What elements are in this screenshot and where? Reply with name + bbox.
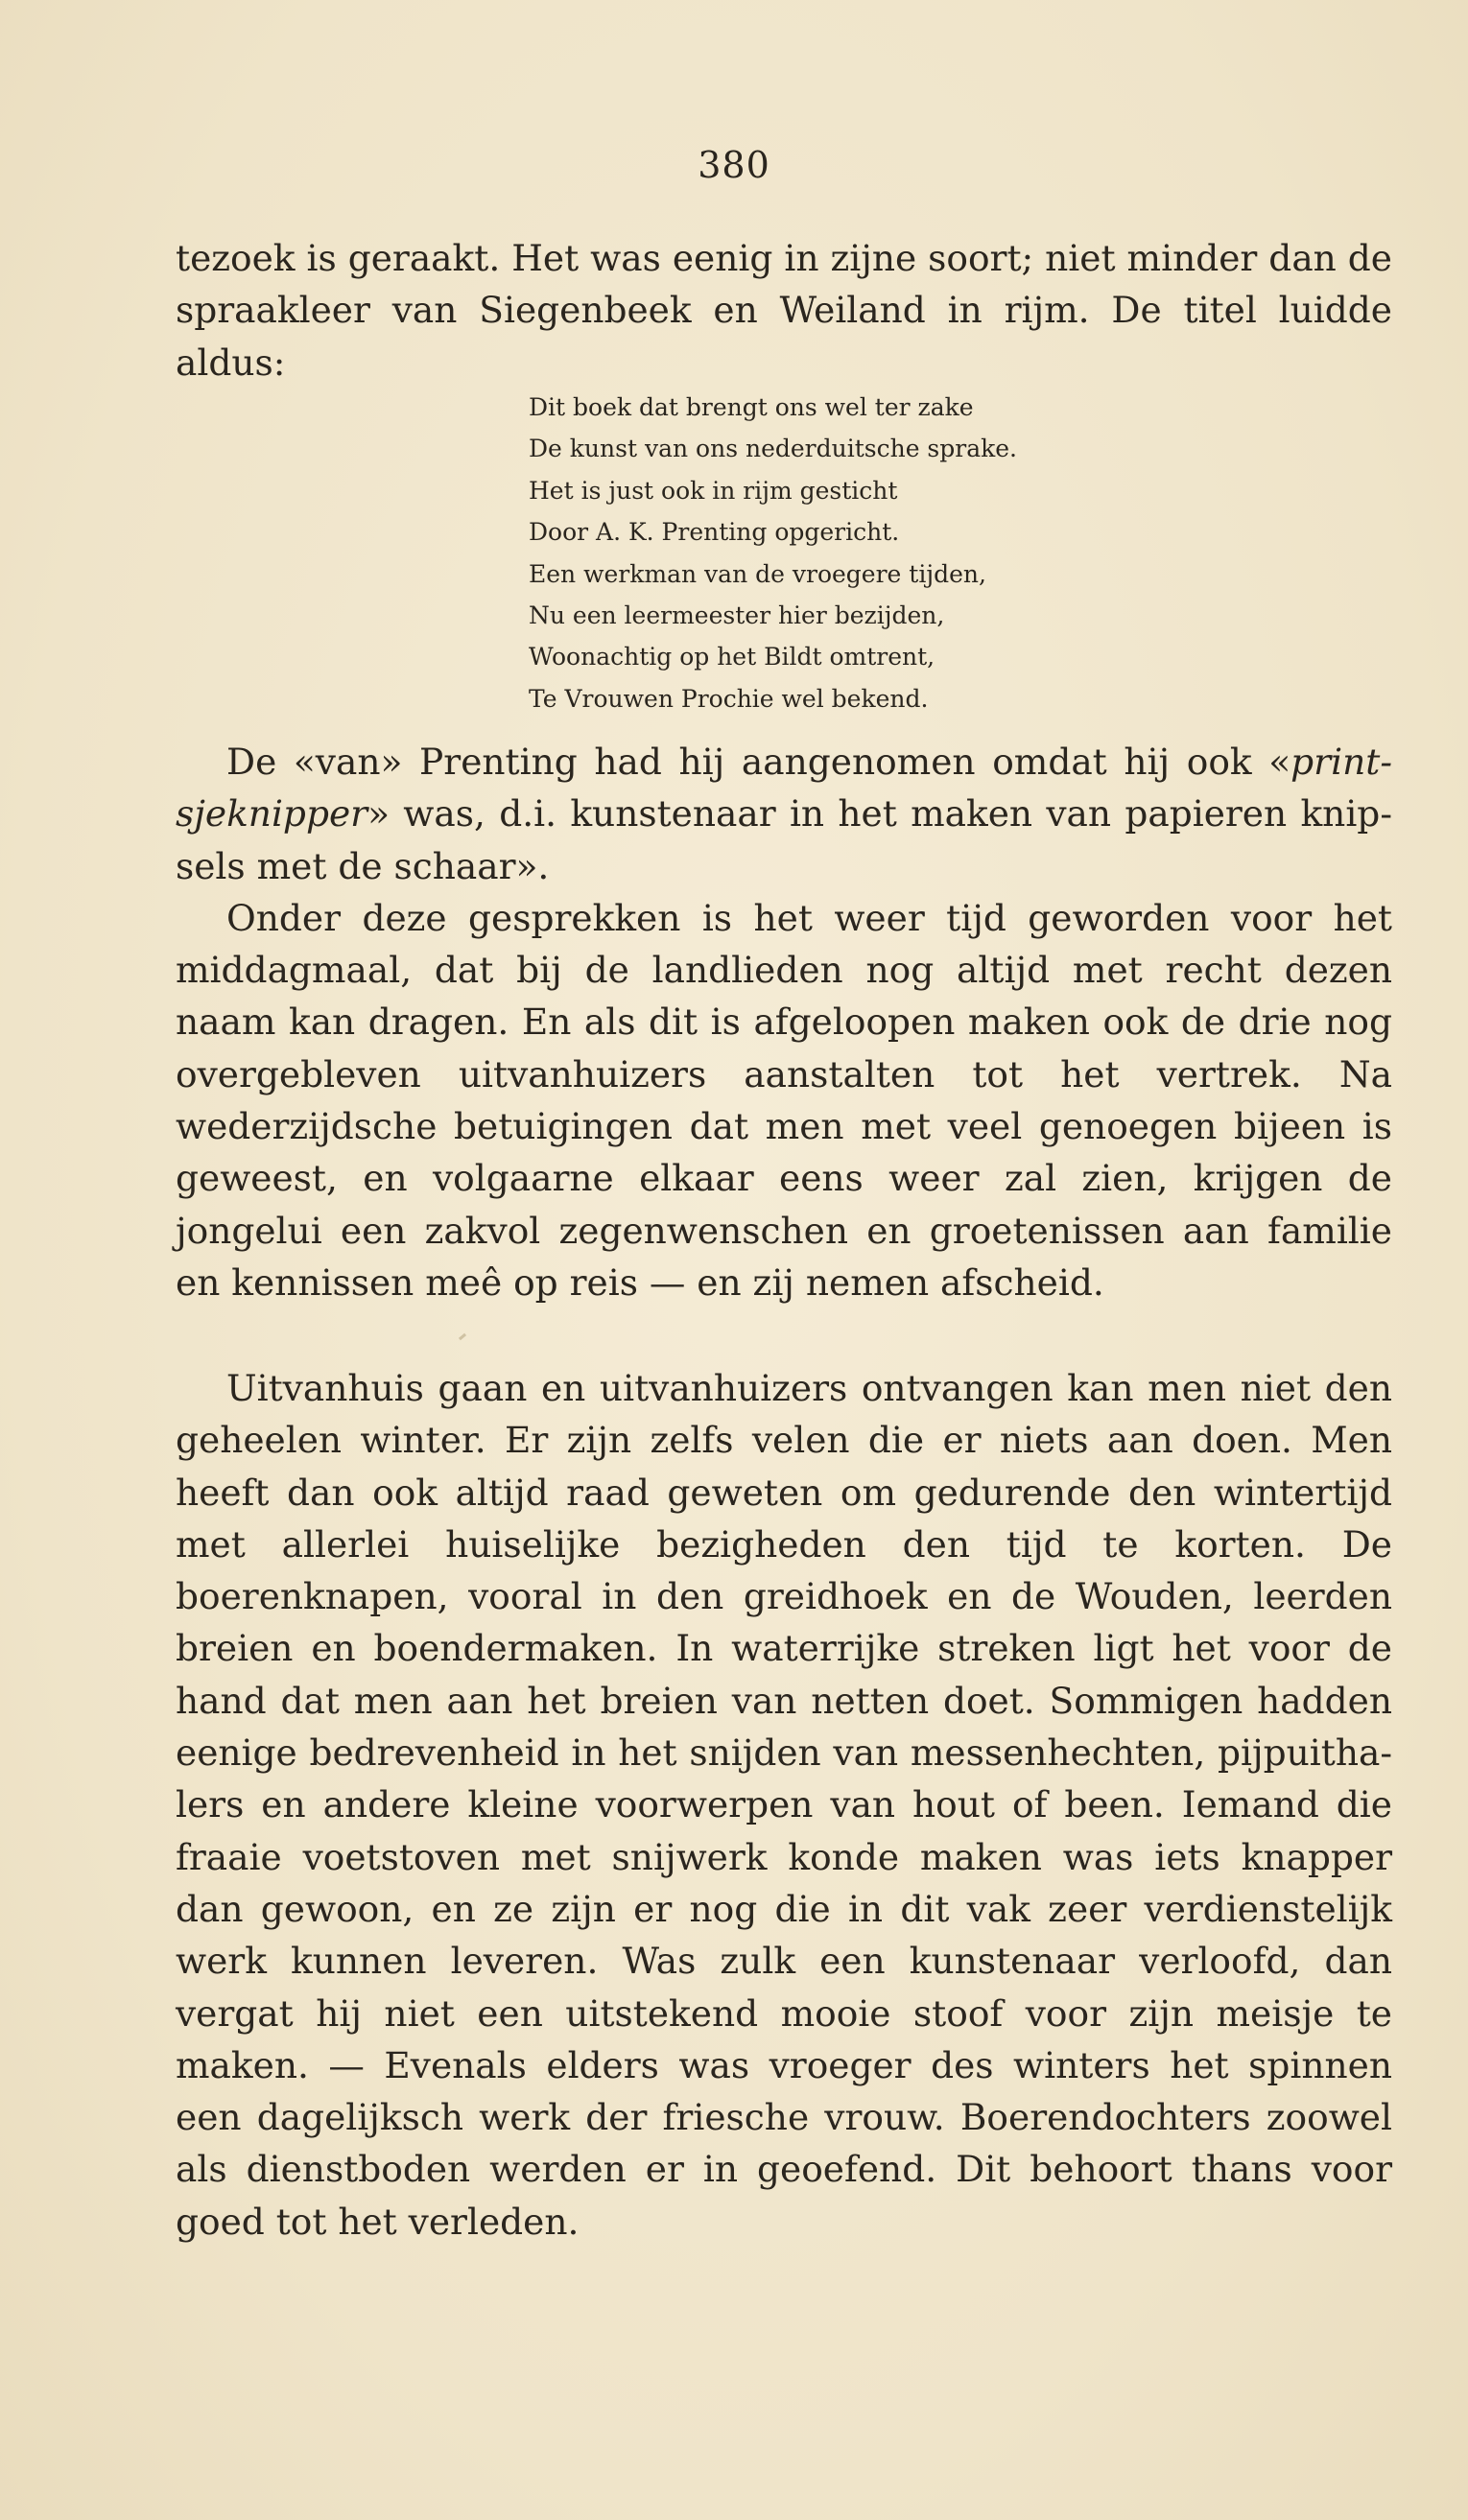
poem-line: De kunst van ons nederduitsche sprake. — [529, 435, 1018, 463]
paragraph-text: tezoek is geraakt. Het was eenig in zijne soort; niet minder dan de spraakleer van Siegenbeek en Weiland in rijm. De titel luidde aldus: — [176, 237, 1392, 384]
poem-line: Nu een leermeester hier bezijden, — [529, 601, 945, 630]
poem-line: Dit boek dat brengt ons wel ter zake — [529, 393, 974, 421]
paragraph-text-start: De «van» Prenting had hij aangenomen omdat hij ook « — [226, 741, 1291, 783]
paragraph-middagmaal: Onder deze gesprekken is het weer tijd geworden voor het middagmaal, dat bij de landlieden nog altijd met recht dezen naam kan dragen. En als dit is afgeloopen maken ook de drie nog overgebleven uitvanhuizers aanstalten tot het vertrek. Na wederzijdsche betuigingen dat men met veel genoegen bijeen is geweest, en volgaarne elkaar eens weer zal zien, krijgen de jongelui een zakvol zegenwenschen en groetenissen aan familie en kennissen meê op reis — en zij nemen afscheid. — [176, 896, 1392, 1304]
paragraph-intro — [176, 232, 1392, 389]
poem-line: Een werkman van de vroegere tijden, — [529, 559, 986, 588]
paragraph-text-end: » was, d.i. kunstenaar in het maken van papieren knipsels met de schaar». — [176, 792, 1392, 887]
paragraph-text: Uitvanhuis gaan en uitvanhuizers ontvangen kan men niet den geheelen winter. Er zijn zelfs velen die er niets aan doen. Men heeft dan ook altijd raad geweten om gedurende den wintertijd met allerlei huiselijke bezigheden den tijd te korten. De boerenknapen, vooral in den greidhoek en de Wouden, leerden breien en boendermaken. In waterrijke streken ligt het voor de hand dat men aan het breien van netten doet. Sommigen hadden eenige bedrevenheid in het snijden van messenhechten, pijpuithalers en andere kleine voorwerpen van hout of been. Iemand die fraaie voetstoven met snijwerk konde maken was iets knapper dan gewoon, en ze zijn er nog die in dit vak zeer verdienstelijk werk kunnen leveren. Was zulk een kunstenaar verloofd, dan vergat hij niet een uitstekend mooie stoof voor zijn meisje te maken. — Evenals elders was vroeger des winters het spinnen een dagelijksch werk der friesche vrouw. Boerendochters zoowel als dienstboden werden er in geoefend. Dit behoort thans voor goed tot het verleden. — [176, 1367, 1392, 2243]
poem-quote — [529, 387, 1017, 719]
italic-term: printsjeknipper — [176, 741, 1392, 836]
paragraph-prenting — [176, 736, 1392, 1308]
poem-line: Te Vrouwen Prochie wel bekend. — [529, 684, 929, 713]
page-number: 380 — [698, 144, 770, 186]
poem-line: Woonachtig op het Bildt omtrent, — [529, 643, 935, 671]
paragraph-text — [176, 736, 1392, 892]
poem-line: Het is just ook in rijm gesticht — [529, 476, 898, 505]
paragraph-uitvanhuis — [176, 1362, 1392, 2248]
paper-speck — [459, 1333, 466, 1340]
poem-line: Door A. K. Prenting opgericht. — [529, 518, 900, 547]
